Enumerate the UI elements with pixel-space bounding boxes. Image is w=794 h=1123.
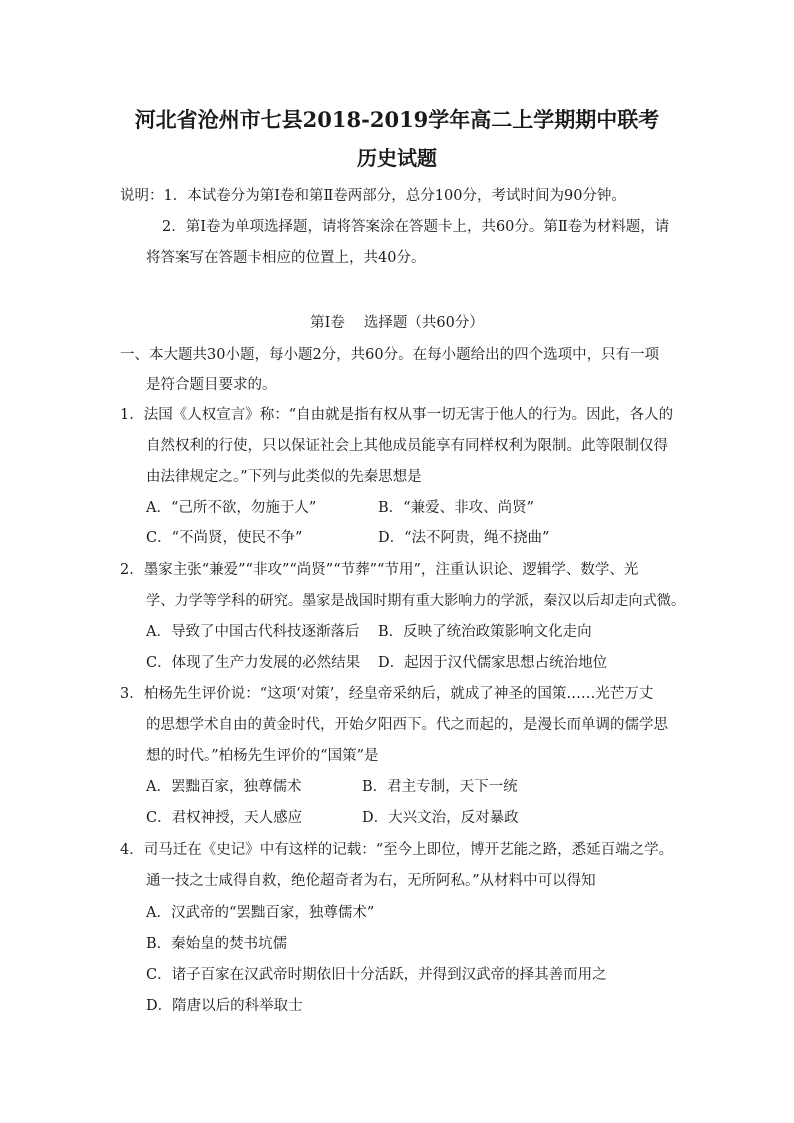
option-b: B．“兼爱、非攻、尚贤” (378, 500, 534, 516)
option-c: C．“不尚贤，使民不争” (146, 530, 303, 546)
instruction-line-3: 将答案写在答题卡相应的位置上，共40分。 (146, 250, 426, 266)
question-stem-line: 学、力学等学科的研究。墨家是战国时期有重大影响力的学派，秦汉以后却走向式微。 (146, 593, 686, 609)
question-stem-line: 想的时代。”柏杨先生评价的“国策”是 (146, 748, 379, 764)
section-heading: 第Ⅰ卷 选择题（共60分） (310, 315, 484, 331)
instruction-line-2: 2．第Ⅰ卷为单项选择题，请将答案涂在答题卡上，共60分。第Ⅱ卷为材料题，请 (162, 219, 670, 235)
question-stem-line: 3．柏杨先生评价说：“这项‘对策’，经皇帝采纳后，就成了神圣的国策……光芒万丈 (120, 686, 654, 702)
question-stem-line: 通一技之士咸得自救，绝伦超奇者为右，无所阿私。”从材料中可以得知 (146, 873, 596, 889)
question-stem-line: 1．法国《人权宣言》称：“自由就是指有权从事一切无害于他人的行为。因此，各人的 (120, 407, 674, 423)
exam-title: 河北省沧州市七县2018-2019学年高二上学期期中联考 (134, 107, 660, 132)
option-d: D．“法不阿贵，绳不挠曲” (378, 530, 550, 546)
option-b: B．君主专制，天下一统 (362, 779, 518, 795)
question-stem-line: 2．墨家主张“兼爱”“非攻”“尚贤”“节葬”“节用”，注重认识论、逻辑学、数学、光 (120, 562, 639, 578)
question-stem-line: 4．司马迁在《史记》中有这样的记载：“至今上即位，博开艺能之路，悉延百端之学。 (120, 842, 674, 858)
option-a: A．罢黜百家，独尊儒术 (146, 779, 302, 795)
option-a: A．汉武帝的“罢黜百家，独尊儒术” (146, 905, 375, 921)
option-b: B．反映了统治政策影响文化走向 (378, 624, 592, 640)
option-b: B．秦始皇的焚书坑儒 (146, 936, 288, 952)
option-a: A．导致了中国古代科技逐渐落后 (146, 624, 360, 640)
option-c: C．体现了生产力发展的必然结果 (146, 655, 361, 671)
option-a: A．“己所不欲，勿施于人” (146, 500, 317, 516)
question-stem-line: 自然权利的行使，只以保证社会上其他成员能享有同样权利为限制。此等限制仅得 (146, 438, 668, 454)
question-stem-line: 的思想学术自由的黄金时代，开始夕阳西下。代之而起的，是漫长而单调的儒学思 (146, 717, 668, 733)
option-c: C．诸子百家在汉武帝时期依旧十分活跃，并得到汉武帝的择其善而用之 (146, 967, 607, 983)
section-intro-line-2: 是符合题目要求的。 (146, 377, 277, 393)
section-intro-line-1: 一、本大题共30小题，每小题2分，共60分。在每小题给出的四个选项中，只有一项 (120, 347, 660, 363)
exam-subtitle: 历史试题 (357, 146, 437, 170)
instruction-line-1: 说明：1．本试卷分为第Ⅰ卷和第Ⅱ卷两部分，总分100分，考试时间为90分钟。 (120, 188, 626, 204)
option-d: D．大兴文治，反对暴政 (362, 810, 519, 826)
question-stem-line: 由法律规定之。”下列与此类似的先秦思想是 (146, 469, 422, 485)
option-d: D．起因于汉代儒家思想占统治地位 (378, 655, 608, 671)
option-c: C．君权神授，天人感应 (146, 810, 303, 826)
option-d: D．隋唐以后的科举取士 (146, 998, 303, 1014)
